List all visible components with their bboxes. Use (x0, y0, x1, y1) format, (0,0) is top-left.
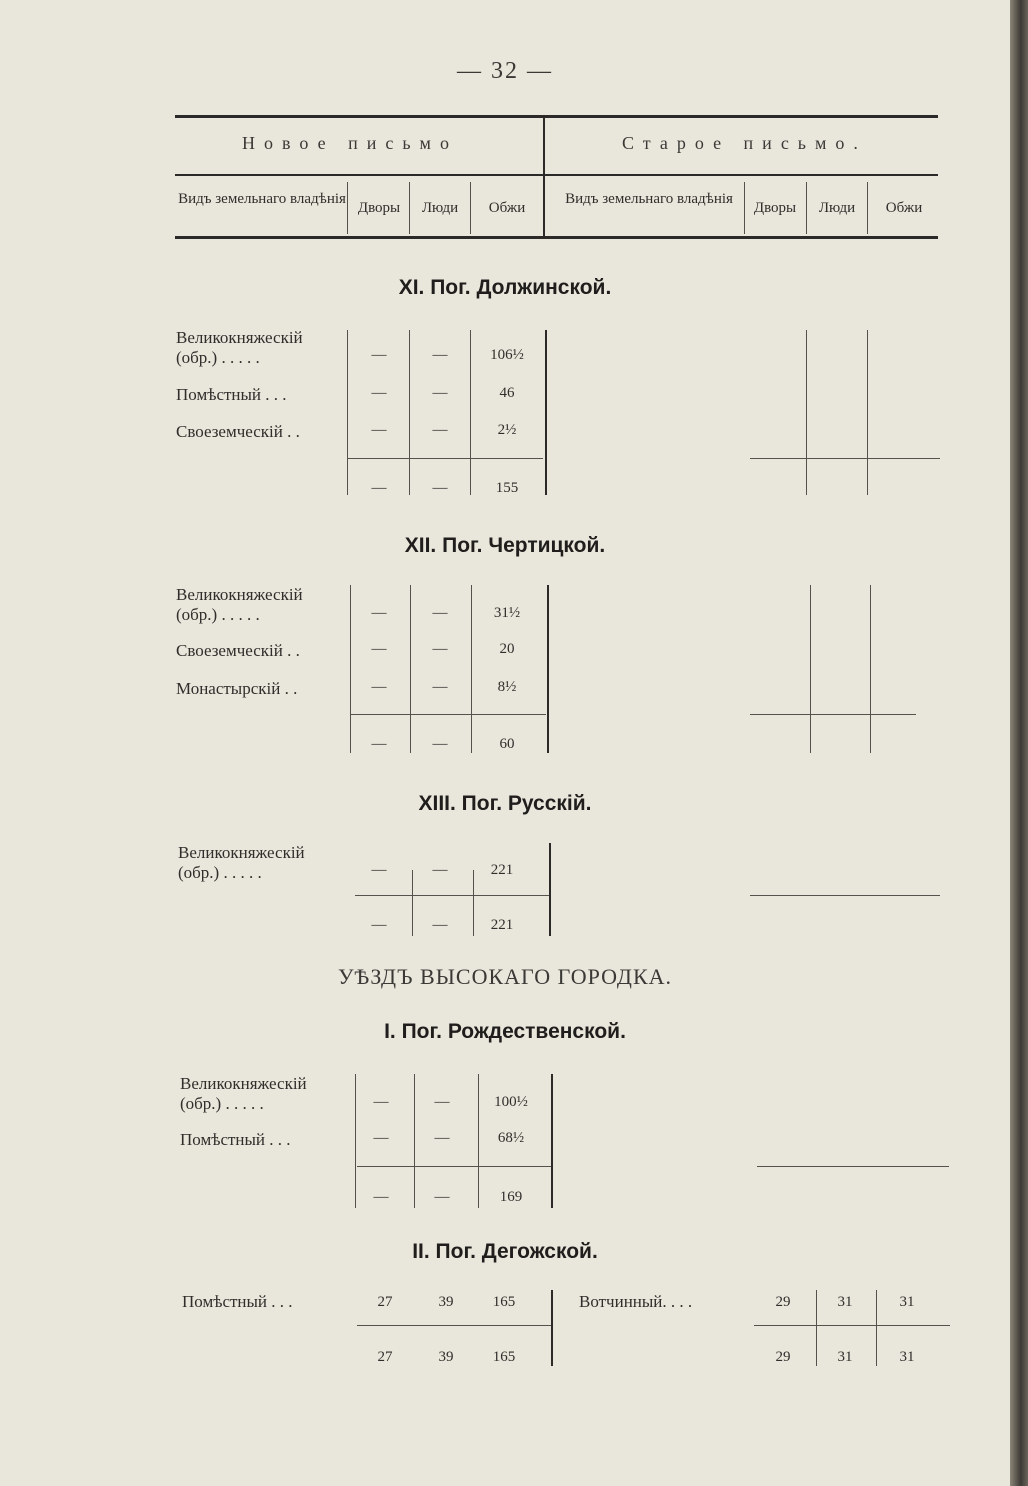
cell-courts: 27 (377, 1294, 393, 1310)
col-divider (412, 870, 413, 936)
center-divider (551, 1290, 553, 1366)
old-writing-title: Старое письмо. (622, 133, 867, 153)
cell-people-total: — (432, 736, 448, 752)
center-divider (545, 330, 547, 495)
cell-obzhi-old: 31 (899, 1294, 915, 1310)
cell-people-total: — (434, 1189, 450, 1205)
cell-obzhi-total: 155 (495, 480, 519, 496)
cell-courts: — (371, 862, 387, 878)
section-title: II. Пог. Дегожской. (412, 1240, 598, 1263)
section-title: XI. Пог. Должинской. (398, 276, 612, 299)
cell-people: — (432, 347, 448, 363)
cell-courts-total: — (371, 917, 387, 933)
cell-courts: — (371, 422, 387, 438)
row-label: Помѣстный . . . (180, 1130, 291, 1149)
col-divider (347, 182, 348, 234)
col-divider (473, 870, 474, 936)
cell-obzhi-total: 169 (499, 1189, 523, 1205)
cell-people-total: 39 (438, 1349, 454, 1365)
col-courts-old: Дворы (753, 200, 797, 216)
col-divider (870, 585, 871, 753)
col-divider (409, 182, 410, 234)
col-divider (471, 585, 472, 753)
cell-obzhi: 8½ (497, 679, 517, 695)
col-divider (347, 330, 348, 495)
sum-rule (355, 895, 551, 896)
cell-courts-total: — (371, 736, 387, 752)
page-number: — 32 — (457, 58, 553, 84)
row-label: Великокняжескій (обр.) . . . . . (176, 585, 303, 624)
center-divider (551, 1074, 553, 1208)
col-obzhi-new: Обжи (488, 200, 526, 216)
center-divider (547, 585, 549, 753)
col-divider (816, 1290, 817, 1366)
sum-rule (754, 1325, 950, 1326)
new-writing-title: Новое письмо (242, 133, 458, 153)
col-divider (810, 585, 811, 753)
col-divider (410, 585, 411, 753)
cell-obzhi: 100½ (494, 1094, 528, 1110)
cell-obzhi: 68½ (497, 1130, 525, 1146)
row-label: Великокняжескій (обр.) . . . . . (176, 328, 303, 367)
cell-courts-old-total: 29 (775, 1349, 791, 1365)
section-title: I. Пог. Рождественской. (384, 1020, 626, 1043)
col-courts-new: Дворы (357, 200, 401, 216)
sum-rule (750, 714, 916, 715)
cell-people: — (432, 862, 448, 878)
cell-people: — (432, 641, 448, 657)
cell-people: — (432, 605, 448, 621)
sum-rule (347, 458, 543, 459)
col-divider (806, 182, 807, 234)
cell-people: — (434, 1094, 450, 1110)
col-divider (867, 182, 868, 234)
header-mid-rule (175, 174, 938, 176)
cell-obzhi-old-total: 31 (899, 1349, 915, 1365)
row-label: Своеземческій . . (176, 422, 300, 441)
section-title: XII. Пог. Чертицкой. (404, 534, 606, 557)
row-label: Своеземческій . . (176, 641, 300, 660)
col-divider (867, 330, 868, 495)
col-kind-new: Видъ земельнаго владѣнія (178, 191, 346, 207)
sum-rule (357, 1166, 553, 1167)
district-title: УѢЗДЪ ВЫСОКАГО ГОРОДКА. (337, 964, 673, 989)
col-divider (470, 182, 471, 234)
cell-courts: — (371, 679, 387, 695)
cell-obzhi-total: 60 (499, 736, 515, 752)
header-bottom-rule (175, 236, 938, 239)
cell-courts-total: 27 (377, 1349, 393, 1365)
cell-people-old-total: 31 (837, 1349, 853, 1365)
cell-obzhi: 106½ (490, 347, 524, 363)
cell-people-total: — (432, 917, 448, 933)
cell-people: — (434, 1130, 450, 1146)
cell-people: 39 (438, 1294, 454, 1310)
cell-obzhi-total: 221 (490, 917, 514, 933)
row-label: Помѣстный . . . (182, 1292, 293, 1311)
cell-obzhi: 165 (492, 1294, 516, 1310)
cell-courts: — (371, 347, 387, 363)
col-people-new: Люди (421, 200, 459, 216)
col-divider (414, 1074, 415, 1208)
cell-obzhi: 31½ (493, 605, 521, 621)
cell-obzhi-total: 165 (492, 1349, 516, 1365)
cell-people-old: 31 (837, 1294, 853, 1310)
header-top-rule (175, 115, 938, 118)
col-divider (806, 330, 807, 495)
col-divider (876, 1290, 877, 1366)
col-divider (409, 330, 410, 495)
row-label: Помѣстный . . . (176, 385, 287, 404)
cell-courts-total: — (373, 1189, 389, 1205)
row-label: Монастырскій . . (176, 679, 298, 698)
cell-courts: — (371, 641, 387, 657)
sum-rule (750, 895, 940, 896)
cell-courts: — (371, 605, 387, 621)
cell-obzhi: 20 (499, 641, 515, 657)
col-obzhi-old: Обжи (885, 200, 923, 216)
cell-courts: — (373, 1130, 389, 1146)
cell-courts: — (371, 385, 387, 401)
cell-people: — (432, 385, 448, 401)
sum-rule (357, 1325, 553, 1326)
center-divider (549, 843, 551, 936)
col-people-old: Люди (818, 200, 856, 216)
col-divider (744, 182, 745, 234)
book-binding-edge (1010, 0, 1028, 1486)
col-divider (478, 1074, 479, 1208)
col-kind-old: Видъ земельнаго владѣнія (565, 191, 733, 207)
header-center-divider (543, 118, 545, 238)
col-divider (350, 585, 351, 753)
cell-courts-old: 29 (775, 1294, 791, 1310)
sum-rule (750, 458, 940, 459)
col-divider (470, 330, 471, 495)
row-label-old: Вотчинный. . . . (579, 1292, 693, 1311)
sum-rule (350, 714, 546, 715)
col-divider (355, 1074, 356, 1208)
cell-people: — (432, 422, 448, 438)
cell-people: — (432, 679, 448, 695)
cell-obzhi: 221 (490, 862, 514, 878)
row-label: Великокняжескій (обр.) . . . . . (180, 1074, 307, 1113)
row-label: Великокняжескій (обр.) . . . . . (178, 843, 305, 882)
sum-rule (757, 1166, 949, 1167)
cell-people-total: — (432, 480, 448, 496)
cell-obzhi: 46 (499, 385, 515, 401)
cell-courts: — (373, 1094, 389, 1110)
section-title: XIII. Пог. Русскій. (418, 792, 592, 815)
cell-obzhi: 2½ (497, 422, 517, 438)
cell-courts-total: — (371, 480, 387, 496)
